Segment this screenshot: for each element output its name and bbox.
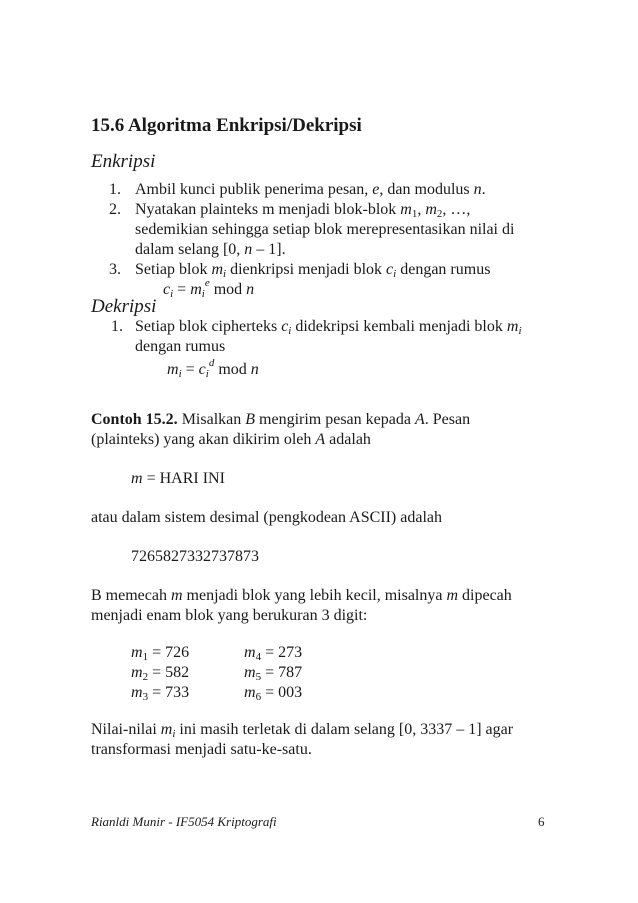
decryption-formula: $m_i = c_i^d$ mod n (167, 357, 259, 380)
enkripsi-step1: Ambil kunci publik penerima pesan, e, dan modulus n. (135, 181, 486, 198)
ascii-line: atau dalam sistem desimal (pengkodean ASCII) adalah (91, 509, 443, 526)
page-number: 6 (538, 814, 545, 829)
enkripsi-step2-num: 2. (109, 201, 121, 218)
footer-author-course: Rianldi Munir - IF5054 Kriptografi (91, 814, 277, 829)
block-m2: $m_2 = 582$ (131, 664, 190, 683)
block-m4: $m_4 = 273$ (244, 644, 303, 663)
dekripsi-title: Dekripsi (91, 296, 157, 317)
enkripsi-step2-line1: Nyatakan plainteks m menjadi blok-blok $m_1$, $m_2$, …, (135, 201, 471, 220)
final-line1: Nilai-nilai $m_i$ ini masih terletak di dalam selang [0, 3337 – 1] agar (91, 721, 514, 740)
example-line1: Contoh 15.2. Misalkan B mengirim pesan kepada A. Pesan (91, 411, 471, 428)
encryption-formula: $c_i = m_i^e$ mod n (163, 277, 255, 300)
dekripsi-step1-line2: dengan rumus (135, 338, 226, 355)
block-m1: $m_1 = 726$ (131, 644, 190, 663)
enkripsi-step2-line2: sedemikian sehingga setiap blok merepresentasikan nilai di (135, 221, 515, 238)
block-m5: $m_5 = 787$ (244, 664, 303, 683)
enkripsi-title: Enkripsi (91, 151, 156, 172)
enkripsi-step3-num: 3. (109, 261, 121, 278)
block-m6: $m_6 = 003$ (244, 684, 303, 703)
section-heading: 15.6 Algoritma Enkripsi/Dekripsi (91, 115, 362, 136)
dekripsi-step1-line1: Setiap blok cipherteks $c_i$ didekripsi kembali menjadi blok $m_i$ (135, 318, 522, 337)
enkripsi-step2-line3: dalam selang [0, n – 1]. (135, 241, 286, 258)
enkripsi-step1-num: 1. (109, 181, 121, 198)
split-line2: menjadi enam blok yang berukuran 3 digit: (91, 607, 368, 624)
dekripsi-step1-num: 1. (111, 318, 123, 335)
message-equation: m = HARI INI (131, 470, 225, 487)
ascii-value: 7265827332737873 (131, 548, 259, 565)
split-line1: B memecah m menjadi blok yang lebih kecil, misalnya m dipecah (91, 587, 512, 604)
block-m3: $m_3 = 733$ (131, 684, 190, 703)
enkripsi-step3: Setiap blok $m_i$ dienkripsi menjadi blok $c_i$ dengan rumus (135, 261, 491, 280)
final-line2: transformasi menjadi satu-ke-satu. (91, 741, 312, 758)
example-line2: (plainteks) yang akan dikirim oleh A adalah (91, 431, 371, 448)
